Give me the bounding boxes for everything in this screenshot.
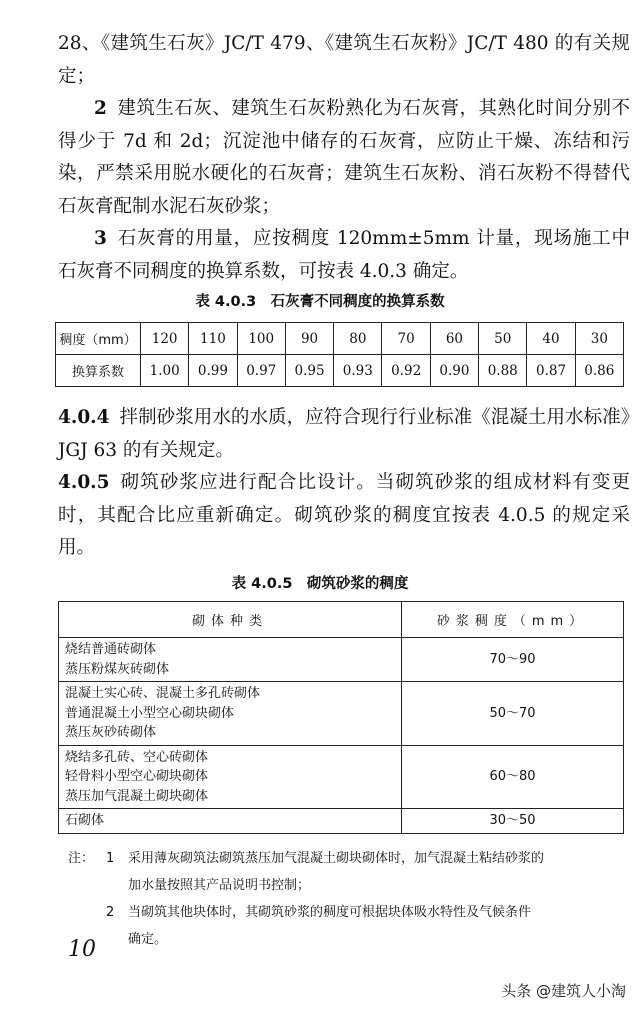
table-caption-4-0-5: 表 4.0.5 砌筑砂浆的稠度: [231, 576, 409, 592]
note-text: 当砌筑其他块体时，其砌筑砂浆的稠度可根据块体吸水特性及气候条件: [128, 905, 532, 920]
table-cell: 100: [237, 323, 285, 355]
table-cell: 120: [141, 323, 189, 355]
table-cell: 0.90: [430, 355, 478, 387]
table-cell: 0.86: [575, 355, 623, 387]
note-text: 确定。: [128, 932, 168, 947]
table-cell: 70: [382, 323, 430, 355]
table-header-row: [59, 602, 624, 638]
table-cell: 90: [285, 323, 333, 355]
masonry-type: 混凝土实心砖、混凝土多孔砖砌体: [65, 686, 261, 701]
row-header: 换算系数: [56, 355, 141, 387]
item-number: 3: [94, 228, 107, 249]
table-row: [59, 745, 624, 809]
note-2-continued: [68, 926, 634, 953]
paragraph-item-3: [58, 223, 630, 288]
masonry-type: 蒸压粉煤灰砖砌体: [65, 661, 170, 677]
masonry-type: 普通混凝土小型空心砌块砌体: [65, 705, 235, 721]
masonry-type: 蒸压灰砂砖砌体: [65, 725, 157, 740]
notes-label: 注：: [68, 851, 95, 866]
consistency-value: 30～50: [402, 809, 624, 834]
table-notes: [68, 845, 634, 953]
masonry-type: 轻骨料小型空心砌块砌体: [65, 769, 209, 784]
table-cell: 50: [479, 323, 527, 355]
clause-4-0-5: [58, 467, 630, 565]
note-text: 加水量按照其产品说明书控制；: [128, 878, 311, 893]
table-row: [59, 638, 624, 682]
paragraph-text: 砌筑砂浆应进行配合比设计。当砌筑砂浆的组成材料有变更时，其配合比应重新确定。砌筑砂浆的稠度宜按表 4.0.5 的规定采用。: [58, 472, 630, 558]
paragraph-text: 28、《建筑生石灰》JC/T 479、《建筑生石灰粉》JC/T 480 的有关规定；: [58, 33, 630, 87]
masonry-type: 烧结普通砖砌体: [65, 642, 157, 657]
table-cell: 0.88: [479, 355, 527, 387]
masonry-type: 石砌体: [65, 813, 105, 828]
consistency-value: 60～80: [402, 745, 624, 809]
table-row: [59, 682, 624, 746]
table-row: [59, 809, 624, 834]
table-cell: 30: [575, 323, 623, 355]
paragraph-standards-ref: [58, 28, 630, 93]
note-2: [68, 899, 634, 926]
column-header-mortar-consistency: 砂浆稠度（mm）: [402, 602, 624, 638]
row-header: 稠度（mm）: [56, 323, 141, 355]
table-cell: 0.97: [237, 355, 285, 387]
table-cell: 80: [334, 323, 382, 355]
table-conversion-factors: [55, 322, 624, 387]
paragraph-text: 建筑生石灰、建筑生石灰粉熟化为石灰膏，其熟化时间分别不得少于 7d 和 2d；沉淀池中储存的石灰膏，应防止干燥、冻结和污染，严禁采用脱水硬化的石灰膏；建筑生石灰粉、消石灰粉不得替代石灰膏配制水泥石灰砂浆；: [58, 98, 630, 217]
table-row: [56, 323, 624, 355]
table-cell: 40: [527, 323, 575, 355]
table-mortar-consistency: [58, 601, 624, 834]
masonry-types-cell: [59, 638, 402, 682]
paragraph-text: 拌制砂浆用水的水质，应符合现行行业标准《混凝土用水标准》JGJ 63 的有关规定。: [58, 407, 630, 461]
note-number: 1: [106, 851, 115, 866]
column-header-masonry-type: 砌体种类: [59, 602, 402, 638]
note-1: [68, 845, 634, 872]
masonry-types-cell: [59, 682, 402, 746]
consistency-value: 50～70: [402, 682, 624, 746]
table-cell: 110: [189, 323, 237, 355]
table-cell: 0.99: [189, 355, 237, 387]
paragraph-item-2: [58, 93, 630, 223]
paragraph-text: 石灰膏的用量，应按稠度 120mm±5mm 计量，现场施工中石灰膏不同稠度的换算系数，可按表 4.0.3 确定。: [58, 228, 630, 282]
watermark: 头条 @建筑人小淘: [501, 982, 626, 1000]
consistency-value: 70～90: [402, 638, 624, 682]
table-cell: 0.93: [334, 355, 382, 387]
masonry-type: 蒸压加气混凝土砌块砌体: [65, 788, 209, 804]
clause-number: 4.0.4: [58, 407, 110, 428]
item-number: 2: [94, 98, 107, 119]
table-cell: 0.87: [527, 355, 575, 387]
note-number: 2: [106, 905, 115, 920]
page-number: 10: [68, 937, 96, 962]
table-cell: 0.92: [382, 355, 430, 387]
table-row: [56, 355, 624, 387]
masonry-types-cell: [59, 809, 402, 834]
clause-number: 4.0.5: [58, 472, 110, 493]
table-cell: 1.00: [141, 355, 189, 387]
table-cell: 60: [430, 323, 478, 355]
clause-4-0-4: [58, 402, 630, 467]
table-caption-4-0-3: 表 4.0.3 石灰膏不同稠度的换算系数: [195, 294, 445, 310]
masonry-types-cell: [59, 745, 402, 809]
note-text: 采用薄灰砌筑法砌筑蒸压加气混凝土砌块砌体时，加气混凝土粘结砂浆的: [128, 851, 545, 866]
note-1-continued: [68, 872, 634, 899]
table-cell: 0.95: [285, 355, 333, 387]
masonry-type: 烧结多孔砖、空心砖砌体: [65, 749, 209, 765]
